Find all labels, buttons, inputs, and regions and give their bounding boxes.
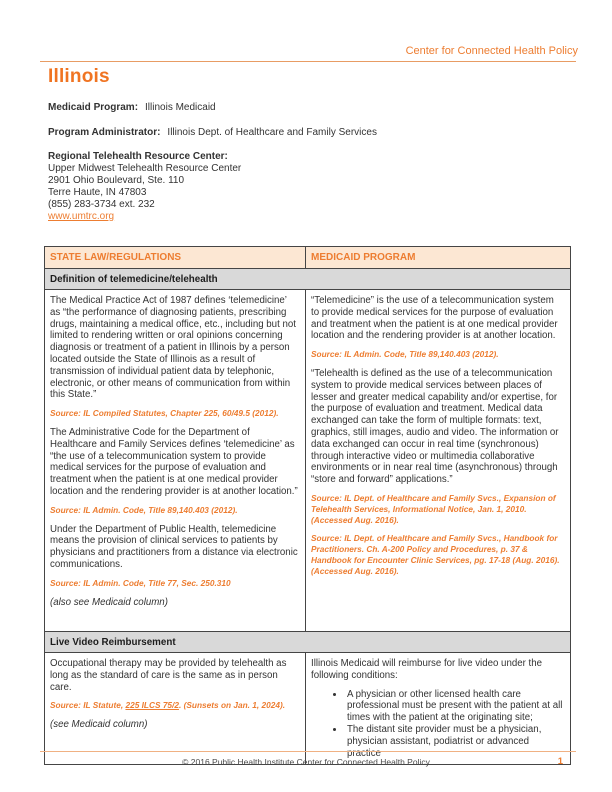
bullet-item: • A physician or other licensed health care professional must be present with the patient at all times with the patient at the originating site; — [345, 689, 564, 724]
cell-paragraph: “Telemedicine” is the use of a telecommunication system to provide medical services for the purpose of evaluation and treatment when the patient is at one medical provider location and the rendering provider is at another location. — [311, 295, 558, 342]
page-title: Illinois — [48, 66, 110, 87]
column-header-state-law: STATE LAW/REGULATIONS — [45, 247, 306, 269]
umtrc-link[interactable]: www.umtrc.org — [48, 211, 115, 222]
medicaid-program-label: Medicaid Program: — [48, 102, 139, 113]
cell-live-video-medicaid — [306, 653, 571, 765]
table-row — [45, 290, 571, 632]
resource-center-phone: (855) 283-3734 ext. 232 — [48, 199, 155, 210]
source-citation: Source: IL Admin. Code, Title 89,140.403 (2012). — [50, 504, 238, 515]
column-header-medicaid-program: MEDICAID PROGRAM — [306, 247, 571, 269]
cell-paragraph: Under the Department of Public Health, telemedicine means the provision of clinical services to patients by physicians and practitioners from a distance via electronic communications. — [50, 523, 298, 570]
program-administrator-value: Illinois Dept. of Healthcare and Family Services — [167, 127, 377, 138]
cell-definition-medicaid — [306, 290, 571, 632]
header-rule — [40, 61, 576, 62]
source-citation: Source: IL Dept. of Healthcare and Family Svcs., Expansion of Telehealth Services, Informational Notice, Jan. 1, 2010. (Accessed Aug. 2016). — [311, 492, 556, 525]
section-title-definition: Definition of telemedicine/telehealth — [45, 269, 571, 290]
cell-definition-state-law — [45, 290, 306, 632]
brand-header: Center for Connected Health Policy — [405, 45, 578, 57]
source-citation: Source: IL Admin. Code, Title 77, Sec. 250.310 — [50, 577, 231, 588]
cell-paragraph: The Medical Practice Act of 1987 defines ‘telemedicine’ as “the performance of diagnosing patients, prescribing drugs, maintaining a medical office, etc., including but not limited to rendering written or oral opinions concerning diagnosis or treatment of a patient in Illinois by a person located outside the State of Illinois as a result of transmission of individual patient data by telephonic, electronic, or other means of communication from within this State.” — [50, 295, 296, 401]
cross-reference-note: (also see Medicaid column) — [50, 596, 168, 608]
medicaid-program-value: Illinois Medicaid — [145, 102, 216, 113]
medicaid-program-line — [48, 102, 216, 113]
cell-paragraph: Occupational therapy may be provided by telehealth as long as the standard of care is the same as in person care. — [50, 658, 287, 693]
table-header-row — [45, 247, 571, 269]
source-citation: Source: IL Admin. Code, Title 89,140.403 (2012). — [311, 349, 499, 360]
page-number: 1 — [557, 756, 563, 767]
statute-link[interactable]: 225 ILCS 75/2 — [125, 700, 179, 711]
resource-center-street: 2901 Ohio Boulevard, Ste. 110 — [48, 175, 185, 186]
bullet-item: • The distant site provider must be a physician, physician assistant, podiatrist or advanced practice — [345, 724, 564, 759]
cell-paragraph: “Telehealth is defined as the use of a telecommunication system to provide medical services between places of lesser and greater medical capability and/or expertise, for the purpose of evaluation and treatment. Medical data exchanged can take the form of multiple formats: text, graphics, still images, audio and video. The information or data exchanged can occur in real time (synchronous) through interactive video or multimedia collaborative environments or in near real time (asynchronous) through “store and forward” applications.” — [311, 367, 559, 486]
section-row-live-video — [45, 632, 571, 653]
program-administrator-label: Program Administrator: — [48, 127, 161, 138]
program-administrator-line — [48, 127, 377, 138]
section-row-definition — [45, 269, 571, 290]
source-citation: Source: IL Statute, 225 ILCS 75/2. (Sunsets on Jan. 1, 2024). — [50, 700, 286, 711]
cross-reference-note: (see Medicaid column) — [50, 719, 148, 731]
footer-copyright: © 2016 Public Health Institute Center for Connected Health Policy — [182, 757, 430, 767]
cell-paragraph: The Administrative Code for the Department of Healthcare and Family Services defines ‘telemedicine’ as “the use of a telecommunication system to provide medical services for the purpose of evaluation and treatment when the patient is at one medical provider location and the rendering provider is at another location.” — [50, 426, 298, 497]
resource-center-block — [48, 151, 241, 223]
section-title-live-video: Live Video Reimbursement — [45, 632, 571, 653]
cell-paragraph: Illinois Medicaid will reimburse for live video under the following conditions: — [311, 658, 542, 681]
footer-rule — [40, 751, 576, 752]
resource-center-city: Terre Haute, IN 47803 — [48, 187, 147, 198]
source-citation: Source: IL Compiled Statutes, Chapter 225, 60/49.5 (2012). — [50, 408, 279, 419]
source-citation: Source: IL Dept. of Healthcare and Family Svcs., Handbook for Practitioners. Ch. A-200 Policy and Procedures, p. 37 & Handbook for Encounter Clinic Services, pg. 17-18 (Aug. 2016). (Accessed Aug. 2016). — [311, 533, 560, 576]
bullet-list — [311, 689, 564, 760]
resource-center-label: Regional Telehealth Resource Center: — [48, 151, 228, 162]
resource-center-name: Upper Midwest Telehealth Resource Center — [48, 163, 242, 174]
table-row — [45, 653, 571, 765]
policy-table — [44, 246, 571, 765]
cell-live-video-state-law — [45, 653, 306, 765]
